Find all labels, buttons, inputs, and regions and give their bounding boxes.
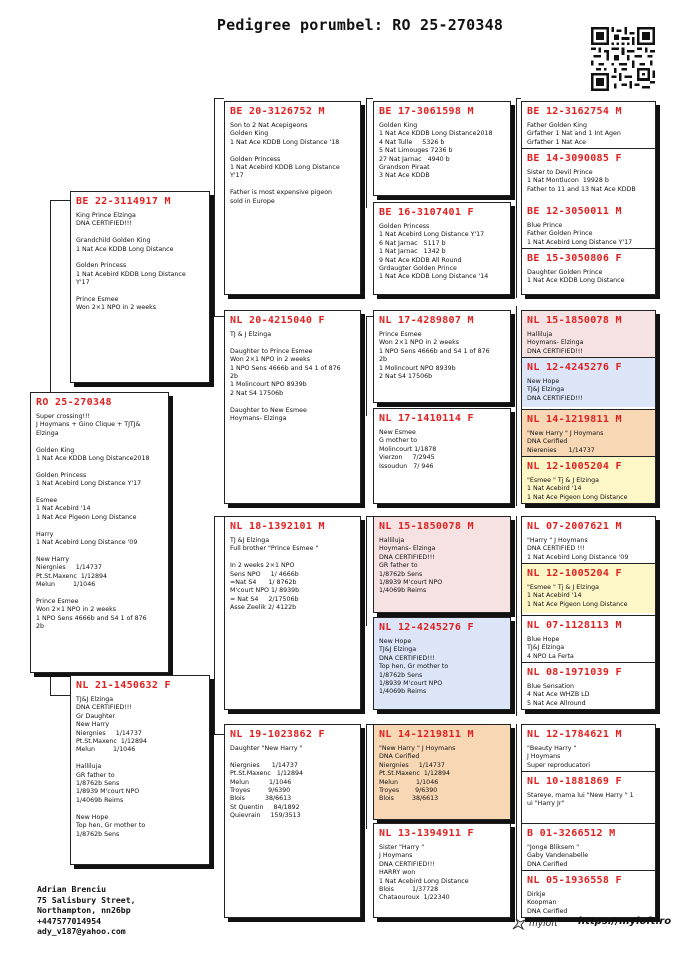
connector [516, 198, 517, 298]
dam-dam-card [224, 724, 361, 918]
connector [516, 98, 517, 198]
ring-number: RO 25-270348 [36, 397, 112, 408]
pigeon-logo-icon [512, 918, 526, 930]
ring-number: NL 05-1936558 F [527, 875, 622, 886]
pigeon-notes: New Hope TJ&J Elzinga DNA CERTIFIED!!! [527, 378, 583, 402]
sire-sire-card [224, 101, 361, 295]
pigeon-notes: TJ &J Elzinga Full brother "Prince Esmee " In 2 weeks 2×1 NPO Sens NPO 1/ 4666b =Nat S4 1/ 8762b M'court NPO 1/ 8939b = Nat S4 2/17506b Asse Zeelik 2/ 4122b [230, 537, 319, 612]
gen4-sire [522, 823, 655, 870]
ring-number: NL 18-1392101 M [230, 521, 325, 532]
pigeon-notes: Golden King 1 Nat Ace KDDB Long Distance2018 4 Nat Tulle 5326 b 5 Nat Limouges 7236 b 27 Nat Jarnac 4940 b Grandson Piraat 3 Nat Ace KDDB [379, 122, 493, 180]
pigeon-notes: "New Harry " J Hoymans DNA Cerified Nierenies 1/14737 [527, 430, 604, 454]
ring-number: NL 14-1219811 M [379, 729, 474, 740]
pigeon-notes: "Harry " J Hoymans DNA CERTIFIED !!! 1 Nat Acebird Long Distance '09 [527, 537, 629, 561]
site-url[interactable]: https://myloft.ro [578, 916, 672, 927]
ring-number: NL 20-4215040 F [230, 315, 325, 326]
ring-number: BE 22-3114917 M [76, 196, 171, 207]
pigeon-notes: Daughter "New Harry " Niergnies 1/14737 Pt.St.Maxenc 1/12894 Melun 1/1046 Troyes 9/6390 Blois 38/6613 St Quentin 84/1892 Quievrain 159/3513 [230, 745, 304, 820]
gen4-dam [522, 771, 655, 821]
ring-number: BE 16-3107401 F [379, 207, 474, 218]
dam-sire-card [224, 516, 361, 710]
ring-number: NL 12-1005204 F [527, 461, 622, 472]
sss-card [373, 101, 511, 196]
ring-number: NL 17-4289807 M [379, 315, 474, 326]
connector [214, 98, 215, 316]
ring-number: NL 07-2007621 M [527, 521, 622, 532]
ring-number: BE 20-3126752 M [230, 106, 325, 117]
connector [516, 406, 517, 506]
gen4-sire [522, 615, 655, 662]
pigeon-notes: "Beauty Harry " J Hoymans Super reproducatori [527, 745, 591, 769]
ring-number: BE 15-3050806 F [527, 253, 622, 264]
ring-number: NL 12-1784621 M [527, 729, 622, 740]
sds-card [373, 310, 511, 403]
gen4-dam [522, 148, 655, 196]
gen4-pair-1 [521, 101, 656, 295]
connector [516, 824, 517, 919]
connector [50, 673, 51, 695]
gen4-sire [522, 200, 655, 248]
pigeon-notes: Blue Prince Father Golden Prince 1 Nat Acebird Long Distance Y'17 [527, 222, 633, 246]
ring-number: NL 07-1128113 M [527, 620, 622, 631]
dss-card [373, 516, 511, 613]
connector [50, 200, 70, 201]
connector [366, 316, 367, 416]
pigeon-notes: Golden Princess 1 Nat Acebird Long Distance Y'17 6 Nat Jarnac 5117 b 1 Nat Jarnac 1342 b 9 Nat Ace KDDB All Round Grdaugter Golden Prince 1 Nat Ace KDDB Long Distance '14 [379, 223, 489, 281]
subject-pigeon-card [30, 392, 169, 673]
ring-number: BE 17-3061598 M [379, 106, 474, 117]
owner-address-1: 75 Salisbury Street, [37, 894, 136, 905]
pigeon-notes: "New Harry " J Hoymans DNA Cerified Niergnies 1/14737 Pt.St.Maxenc 1/12894 Melun 1/1046 Troyes 9/6390 Blois 38/6613 [379, 745, 456, 803]
dds-card [373, 724, 511, 820]
connector [516, 98, 521, 99]
gen4-dam [522, 870, 655, 918]
pigeon-notes: "Jonge Bliksem " Gaby Vandenabelle DNA Cerified [527, 844, 589, 868]
pigeon-notes: Halliluja Hoymans- Elzinga DNA CERTIFIED!!! [527, 331, 584, 355]
pigeon-notes: TJ&J Elzinga DNA CERTIFIED!!! Gr Daughter New Harry Niergnies 1/14737 Pt.St.Maxenc 1/12894 Melun 1/1046 Halliluja GR father to 1/8762b Sens 1/8939 M'court NPO 1/4069b Reims New Hope Top hen, Gr mother to 1/8762b Sens [76, 696, 148, 838]
ddd-card [373, 823, 511, 918]
ssd-card [373, 202, 511, 295]
ring-number: NL 15-1850078 M [527, 315, 622, 326]
owner-contact [37, 884, 136, 937]
pigeon-notes: "Esmee " Tj & J Elzinga 1 Nat Acebird '14 1 Nat Ace Pigeon Long Distance [527, 477, 628, 501]
gen4-dam [522, 357, 655, 407]
gen4-dam [522, 456, 655, 504]
pigeon-notes: King Prince Elzinga DNA CERTIFIED!!! Grandchild Golden King 1 Nat Ace KDDB Long Distance Golden Princess 1 Nat Acebird KDDB Long Distance Y'17 Prince Esmee Won 2×1 NPO in 2 weeks [76, 212, 186, 312]
ring-number: NL 15-1850078 M [379, 521, 474, 532]
pigeon-notes: Blue Sensation 4 Nat Ace WHZB LD 5 Nat Ace Allround [527, 683, 590, 707]
connector [214, 316, 224, 317]
pigeon-notes: New Esmee G mother to Molincourt 1/1878 Vierzon 7/2945 Issoudun 7/ 946 [379, 429, 437, 470]
pigeon-notes: Super crossing!!! J Hoymans + Gino Clique + TJTJ& Elzinga Golden King 1 Nat Ace KDDB Long Distance2018 Golden Princess 1 Nat Acebird Long Distance Y'17 Esmee 1 Nat Acebird '14 1 Nat Ace Pigeon Long Distance Harry 1 Nat Acebird Long Distance '09 New Harry Niergnies 1/14737 Pt.St.Maxenc 1/12894 Melun 1/1046 Prince Esmee Won 2×1 NPO in 2 weeks 1 NPO Sens 4666b and S4 1 of 876 2b [36, 413, 150, 631]
pigeon-notes: New Hope TJ&J Elzinga DNA CERTIFIED!!! Top hen, Gr mother to 1/8762b Sens 1/8939 M'court NPO 1/4069b Reims [379, 638, 449, 696]
gen4-sire [522, 409, 655, 456]
qr-code [591, 27, 655, 91]
owner-email: ady_v187@yahoo.com [37, 926, 126, 937]
connector [214, 516, 224, 517]
connector [516, 616, 517, 716]
page-title: Pedigree porumbel: RO 25-270348 [216, 16, 504, 34]
connector [516, 516, 517, 616]
connector [366, 724, 373, 725]
connector [366, 516, 373, 517]
gen4-sire [522, 725, 655, 771]
pigeon-notes: "Esmee " Tj & J Elzinga 1 Nat Acebird '14 1 Nat Ace Pigeon Long Distance [527, 584, 628, 608]
pigeon-notes: Daughter Golden Prince 1 Nat Ace KDDB Long Distance [527, 269, 625, 285]
pigeon-notes: Father Golden King Grfather 1 Nat and 1 Int Agen Grfather 1 Nat Ace [527, 122, 621, 146]
gen4-pair-4 [521, 724, 656, 918]
pigeon-notes: Sister "Harry " J Hoymans DNA CERTIFIED!!! HARRY won 1 Nat Acebird Long Distance Blois 1/37728 Chataouroux 1/22340 [379, 844, 469, 902]
ring-number: NL 12-1005204 F [527, 568, 622, 579]
pigeon-notes: Stareye, mama lui "New Harry " 1 ui "Harry Jr" [527, 792, 634, 808]
ring-number: NL 12-4245276 F [379, 622, 474, 633]
connector [366, 98, 367, 208]
pigeon-notes: Sister to Devil Prince 1 Nat Montlucon 19928 b Father to 11 and 13 Nat Ace KDDB [527, 169, 636, 193]
logo-text: myloft [529, 919, 558, 929]
dam-card [70, 675, 210, 865]
ring-number: NL 17-1410114 F [379, 413, 474, 424]
connector [366, 724, 367, 829]
ring-number: BE 14-3090085 F [527, 153, 622, 164]
pigeon-notes: TJ & J Elzinga Daughter to Prince Esmee Won 2×1 NPO in 2 weeks 1 NPO Sens 4666b and S4 1 of 876 2b 1 Molincourt NPO 8939b 2 Nat S4 17506b Daughter to New Esmee Hoymans- Elzinga [230, 331, 341, 423]
connector [366, 316, 373, 317]
ring-number: B 01-3266512 M [527, 828, 616, 839]
ring-number: NL 14-1219811 M [527, 414, 622, 425]
gen4-dam [522, 563, 655, 613]
pigeon-notes: Dirkje Koopman DNA Cerified [527, 891, 568, 915]
sire-card [70, 191, 210, 383]
sdd-card [373, 408, 511, 504]
ring-number: NL 08-1971039 F [527, 667, 622, 678]
dsd-card [373, 617, 511, 710]
ring-number: BE 12-3050011 M [527, 206, 622, 217]
owner-name: Adrian Brenciu [37, 884, 107, 894]
connector [516, 306, 517, 406]
sire-dam-card [224, 310, 361, 504]
owner-phone: +447577014954 [37, 915, 102, 926]
connector [50, 200, 51, 392]
pigeon-notes: Son to 2 Nat Acepigeons Golden King 1 Nat Ace KDDB Long Distance '18 Golden Princess 1 Nat Acebird KDDB Long Distance Y'17 Father is most expensive pigeon sold in Europe [230, 122, 340, 205]
connector [366, 98, 373, 99]
pigeon-notes: Blue Hope TJ&J Elzinga 4 NPO La Ferta [527, 636, 574, 660]
connector [50, 695, 70, 696]
gen4-pair-2 [521, 310, 656, 504]
connector [214, 516, 215, 734]
gen4-sire [522, 102, 655, 148]
pigeon-notes: Halliluja Hoymans- Elzinga DNA CERTIFIED!!! GR father to 1/8762b Sens 1/8939 M'court NPO 1/4069b Reims [379, 537, 443, 595]
myloft-logo [512, 918, 558, 930]
ring-number: NL 21-1450632 F [76, 680, 171, 691]
connector [516, 724, 517, 824]
gen4-dam [522, 248, 655, 295]
owner-address-2: Northampton, nn26bp [37, 905, 131, 916]
ring-number: NL 10-1881869 F [527, 776, 622, 787]
ring-number: BE 12-3162754 M [527, 106, 622, 117]
ring-number: NL 19-1023862 F [230, 729, 325, 740]
connector [214, 98, 224, 99]
connector [214, 734, 224, 735]
ring-number: NL 13-1394911 F [379, 828, 474, 839]
pigeon-notes: Prince Esmee Won 2×1 NPO in 2 weeks 1 NPO Sens 4666b and S4 1 of 876 2b 1 Molincourt NPO 8939b 2 Nat S4 17506b [379, 331, 490, 381]
gen4-pair-3 [521, 516, 656, 710]
gen4-dam [522, 662, 655, 710]
ring-number: NL 12-4245276 F [527, 362, 622, 373]
connector [366, 516, 367, 626]
gen4-sire [522, 517, 655, 563]
gen4-sire [522, 311, 655, 357]
